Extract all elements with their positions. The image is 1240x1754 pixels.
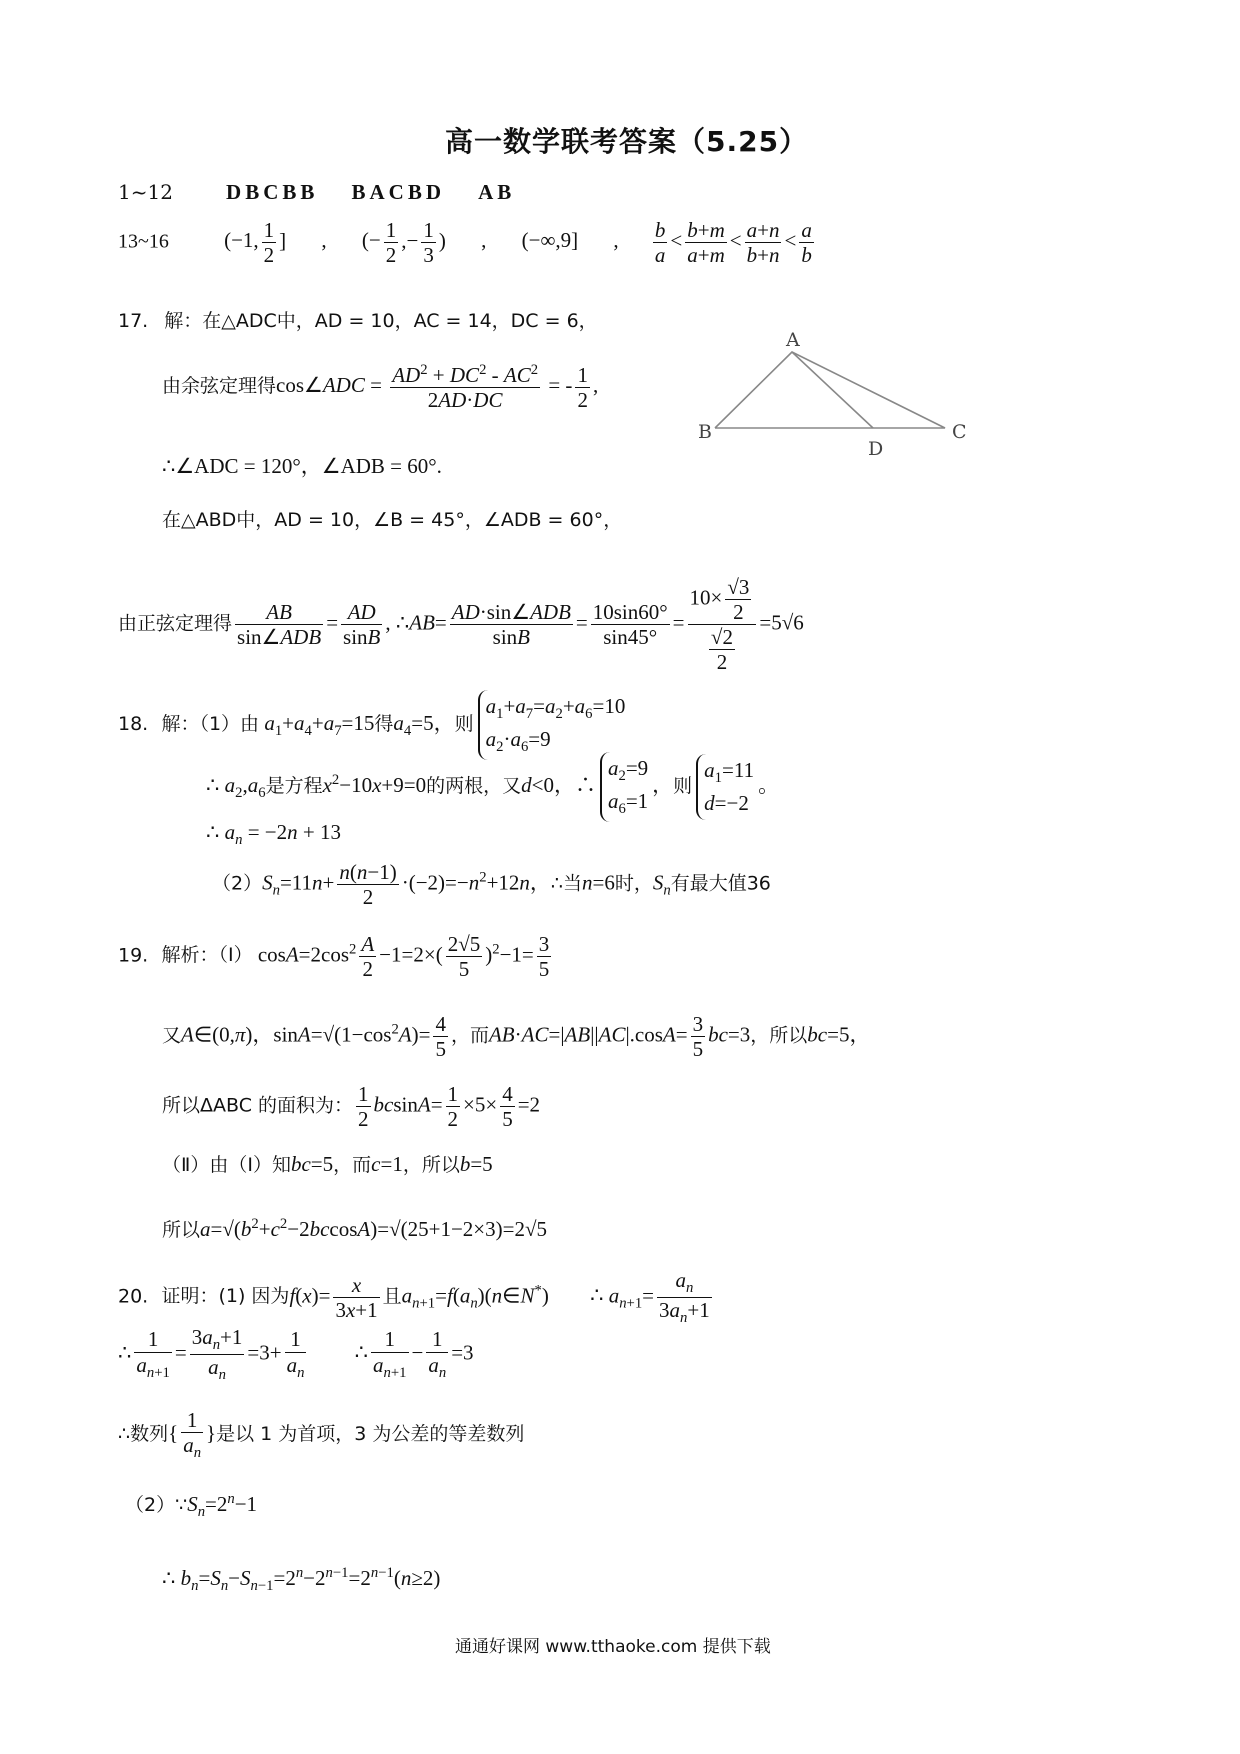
q19-intro: 解析：（Ⅰ） <box>161 944 253 967</box>
vertex-d-label: D <box>868 438 884 460</box>
q20-line3: ∴数列{ $\frac{1}{a_n}$ }是以 1 为首项，3 为公差的等差数列 <box>118 1408 525 1462</box>
also-text: 又 <box>162 1024 182 1047</box>
and-text: ，而 <box>450 1024 489 1047</box>
q18-part2: $(2)S_n=11n+$ $\frac{n(n-1)}{2}$ $\cdot(-2)=-n^2+12n$，∴当n=6时，$S_n$有最大值36 <box>212 860 771 910</box>
q17-result1: ∴∠ADC = 120°，∠ADB = 60°. <box>162 454 442 478</box>
q20-line1: 20. 证明：(1) 因为f(x)= $\frac{x}{3x+1}$ 且$a_{n+1}=f(a_n)(n\in N^*)$ ∴ $a_{n+1}=$ $\frac{a_n}{3a_n+1}$ <box>118 1268 710 1327</box>
q20-line2: ∴ $\frac{1}{a_{n+1}}$ = $\frac{3a_n+1}{a_n}$ =3+ $\frac{1}{a_n}$ ∴ $\frac{1}{a_{n+1}}$ − $\frac{1}{a_n}$ =3 <box>118 1325 474 1384</box>
roots-text: 是方程 <box>265 774 323 797</box>
q20-bn: ∴ $b_n=S_n-S_{n-1}=2^n-2^{n-1}=2^{n-1}(n\ge 2)$ <box>162 1565 441 1595</box>
footer-text: 通通好课网 www.tthaoke.com 提供下载 <box>455 1637 771 1657</box>
q18-line1: 18. 解：（1）由 $a_1+a_4+a_7=15$得$a_4=5$，则 $a_1+a_7=a_2+a_6=10$ $a_2\cdot a_6=9$ <box>118 690 629 760</box>
q18-an: ∴ $a_n = -2n + 13$ <box>206 820 341 849</box>
then-text: 则 <box>673 774 693 797</box>
triangle-diagram <box>690 330 980 470</box>
vertex-c-label: C <box>952 421 967 443</box>
segment-ad <box>792 352 873 428</box>
seq-prefix: ∴数列 <box>118 1422 169 1445</box>
so-a-text: 所以 <box>162 1219 201 1241</box>
triangle-abc <box>715 352 945 428</box>
q17-line3: 在△ABD中，AD = 10，∠B = 45°，∠ADB = 60°， <box>162 509 623 531</box>
q17-sin-law: 由正弦定理得 $\frac{AB}{\text{sin∠ADB}}$ = $\frac{AD}{\sin B}$ , ∴AB= $\frac{\text{AD·sin∠ADB}}{\sin B}$ = $\frac{10\sin 60^\circ}{\sin 45^\circ}$ = 10× $\frac{√3}{2}$ $\frac{√2}{2}$ =5√6 <box>118 575 804 675</box>
q17-label: 17. <box>118 310 149 332</box>
q20-intro: 证明：(1) 因为 <box>161 1285 290 1308</box>
q19-label: 19. <box>118 944 149 967</box>
seq-text: 是以 1 为首项，3 为公差的等差数列 <box>216 1422 525 1445</box>
q20-and: 且 <box>382 1285 402 1308</box>
vertex-b-label: B <box>698 421 712 443</box>
vertex-a-label: A <box>786 330 800 351</box>
when-text: ∴当 <box>550 872 582 895</box>
cos-law-label: 由余弦定理得 <box>162 374 277 397</box>
page-title: 高一数学联考答案（5.25） <box>445 125 809 158</box>
q19-a: 所以$a=√(b^2+c^2-2bccosA)=√(25+1-2\times 3)=2√5$ <box>162 1216 547 1241</box>
q19-part2c: ，所以 <box>402 1154 460 1176</box>
mc-label: 1~12 <box>118 180 173 204</box>
q18-part2-label: （2） <box>212 872 263 895</box>
q20-part2-label: （2）∵ <box>125 1494 188 1516</box>
q19-line2: 又A∈(0,π)，$\sin A=√(1-\cos^2A)=$ $\frac{4}{5}$ ，而AB·AC=|AB||AC|.cosA= $\frac{3}{5}$ bc=3，所以bc=5， <box>162 1012 871 1062</box>
q17-intro-line <box>118 306 598 333</box>
max-text: 有最大值36 <box>670 872 771 895</box>
q18-line2: ∴ $a_2,a_6$是方程$x^2-10x+9=0$的两根，又d<0，∴ $a_2=9$ $a_6=1$ ，则 $a_1=11$ d=−2 。 <box>206 752 779 822</box>
q18-intro: 解：（1）由 <box>161 712 260 735</box>
roots-text-2: 的两根，又 <box>426 774 522 797</box>
fill-label: 13~16 <box>118 230 169 253</box>
q20-part2: $(2)\because S_n=2^n-1$ <box>125 1491 258 1521</box>
sin-law-label: 由正弦定理得 <box>118 612 233 635</box>
q19-part2-label: （Ⅱ）由（Ⅰ）知 <box>162 1154 291 1176</box>
q19-part2: （Ⅱ）由（Ⅰ）知bc=5，而c=1，所以b=5 <box>162 1152 493 1176</box>
q20-label: 20. <box>118 1285 149 1308</box>
mc-answers-row <box>118 180 515 205</box>
mc-group-2: BACBD <box>351 180 445 204</box>
mc-group-3: AB <box>478 180 516 204</box>
mc-group-1: DBCBB <box>226 180 319 204</box>
q17-intro: 解：在△ADC中，AD = 10，AC = 14，DC = 6， <box>164 310 598 332</box>
q19-part2b: ，而 <box>333 1154 372 1176</box>
q19-line1: 19. 解析：（Ⅰ） $\cos A=2\cos^2$ $\frac{A}{2}$ −1=2×( $\frac{2√5}{5}$ )$^2$−1= $\frac{3}{5}$ <box>118 932 550 982</box>
area-text: 所以ΔABC 的面积为： <box>162 1094 354 1117</box>
q18-label: 18. <box>118 712 149 735</box>
q17-cos-law: 由余弦定理得cos∠ADC = $\frac{AD^2 + DC^2 - AC^2}{2AD\cdot DC}$ = - $\frac{1}{2}$ , <box>162 362 599 413</box>
q19-area: 所以ΔABC 的面积为： $\frac{1}{2}$ bcsinA= $\frac{1}{2}$ ×5× $\frac{4}{5}$ =2 <box>162 1082 541 1132</box>
fill-answers-row: 13~16 (−1, $\frac{1}{2}$ ] , (− $\frac{1}{2}$ ,− $\frac{1}{3}$ ) , (−∞,9] , $\frac{b}{a}$ < $\frac{b+m}{a+m}$ < $\frac{a+n}{b+n}$ < $\frac{a}{b}$ <box>118 218 812 268</box>
so-text: ，所以 <box>750 1024 808 1047</box>
